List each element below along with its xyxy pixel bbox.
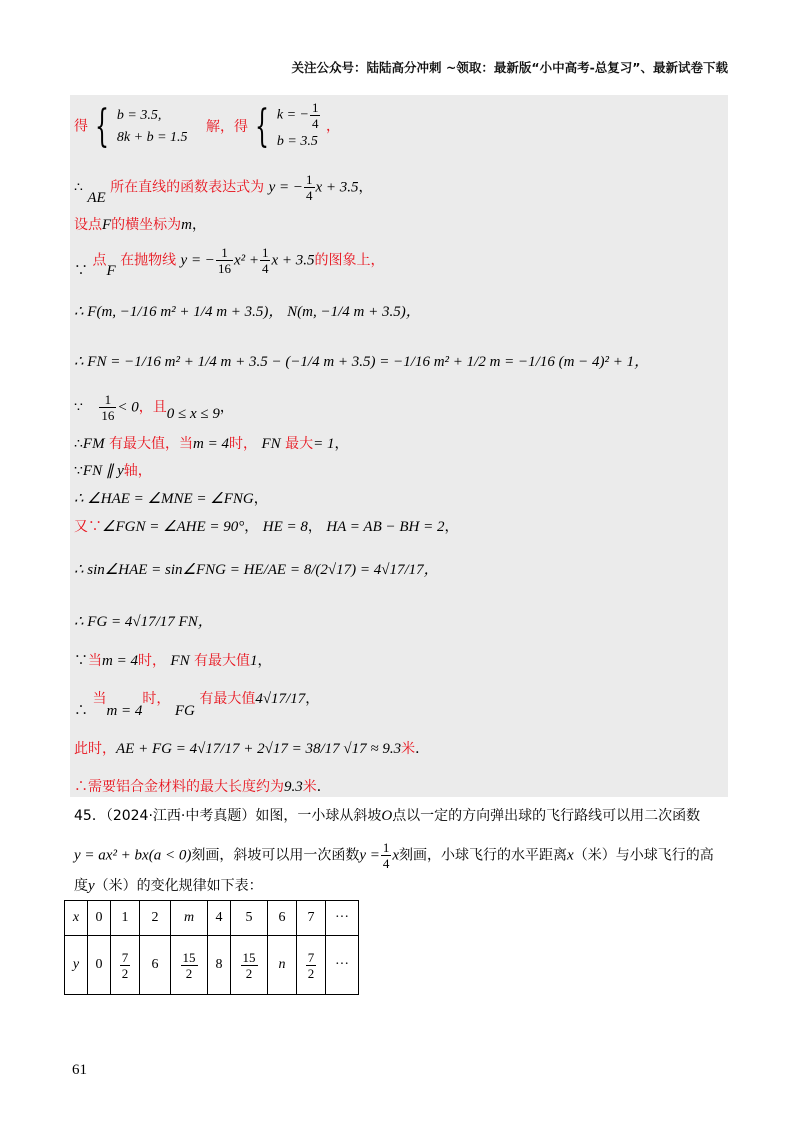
solution-line-9: ∵FN ∥ y轴， (74, 463, 152, 479)
solution-line-16: 此时，AE + FG = 4√17/17 + 2√17 = 38/17 √17 ≈ 9.3米． (74, 741, 430, 757)
solution-line-17: ∴需要铝合金材料的最大长度约为9.3米． (74, 779, 331, 795)
table-cell: y (65, 936, 88, 995)
solution-line-5: ∴ F(m, −1/16 m² + 1/4 m + 3.5)， N(m, −1/4 m + 3.5)， (74, 304, 421, 320)
table-cell: 6 (268, 901, 297, 936)
table-cell: ··· (326, 901, 359, 936)
page-header: 关注公众号：陆陆高分冲刺 ~领取：最新版“小中高考-总复习”、最新试卷下载 (291, 60, 728, 75)
solution-line-15: ∴ 当m = 4时， FG 有最大值4√17/17， (74, 691, 320, 719)
table-row-x (65, 901, 359, 936)
table-cell: 7 (297, 901, 326, 936)
value-table (64, 900, 359, 995)
page-number: 61 (72, 1062, 87, 1078)
solution-line-6: ∴ FN = −1/16 m² + 1/4 m + 3.5 − (−1/4 m + 3.5) = −1/16 m² + 1/2 m = −1/16 (m − 4)² + 1， (74, 354, 650, 370)
table-cell: 0 (88, 901, 111, 936)
table-cell: $\frac{7}{2}$ (297, 936, 326, 995)
solution-line-13: ∴ FG = 4√17/17 FN， (74, 614, 213, 630)
solution-line-8: ∴FM 有最大值，当m = 4时， FN 最大= 1， (74, 436, 349, 452)
solution-line-3: 设点F的横坐标为m， (74, 217, 207, 233)
question-45-line-1: 45．（2024·江西·中考真题）如图，一小球从斜坡O点以一定的方向弹出球的飞行路线可以用二次函数 (74, 808, 701, 824)
solution-line-12: ∴ sin∠HAE = sin∠FNG = HE/AE = 8/(2√17) = 4√17/17， (74, 562, 439, 578)
solution-line-11: 又∵∠FGN = ∠AHE = 90°， HE = 8， HA = AB − BH = 2， (74, 519, 459, 535)
solution-line-2: ∴ AE 所在直线的函数表达式为 y = − $\frac{1}{4}$ x + 3.5， (74, 172, 373, 206)
table-cell: 0 (88, 936, 111, 995)
table-cell: n (268, 936, 297, 995)
table-cell: $\frac{15}{2}$ (171, 936, 208, 995)
solution-line-14: ∵当m = 4时， FN 有最大值1， (74, 653, 272, 669)
table-cell: 1 (111, 901, 140, 936)
question-45-line-3: 度y（米）的变化规律如下表： (74, 878, 263, 894)
table-cell: $\frac{7}{2}$ (111, 936, 140, 995)
table-cell: ··· (326, 936, 359, 995)
table-cell: x (65, 901, 88, 936)
question-45-line-2: y = ax² + bx(a < 0)刻画，斜坡可以用一次函数y = $\frac{1}{4}$ x刻画，小球飞行的水平距离x（米）与小球飞行的高 (74, 840, 714, 871)
solution-line-10: ∴ ∠HAE = ∠MNE = ∠FNG， (74, 491, 268, 507)
table-cell: 5 (231, 901, 268, 936)
table-cell: m (171, 901, 208, 936)
table-cell: 6 (140, 936, 171, 995)
table-row-y (65, 936, 359, 995)
table-cell: 2 (140, 901, 171, 936)
table-cell: 8 (208, 936, 231, 995)
table-cell: $\frac{15}{2}$ (231, 936, 268, 995)
solution-line-7: ∵ $\frac{1}{16}$ < 0，且0 ≤ x ≤ 9， (74, 392, 234, 423)
table-cell: 4 (208, 901, 231, 936)
solution-line-4: ∵ 点F 在抛物线 y = − $\frac{1}{16}$ x² + $\frac{1}{4}$ x + 3.5的图象上， (74, 245, 385, 279)
solution-line-1: 得 { b = 3.5, 8k + b = 1.5 解，得 { k = − $\frac{1}{4}$ b = 3.5 ， (74, 100, 340, 152)
